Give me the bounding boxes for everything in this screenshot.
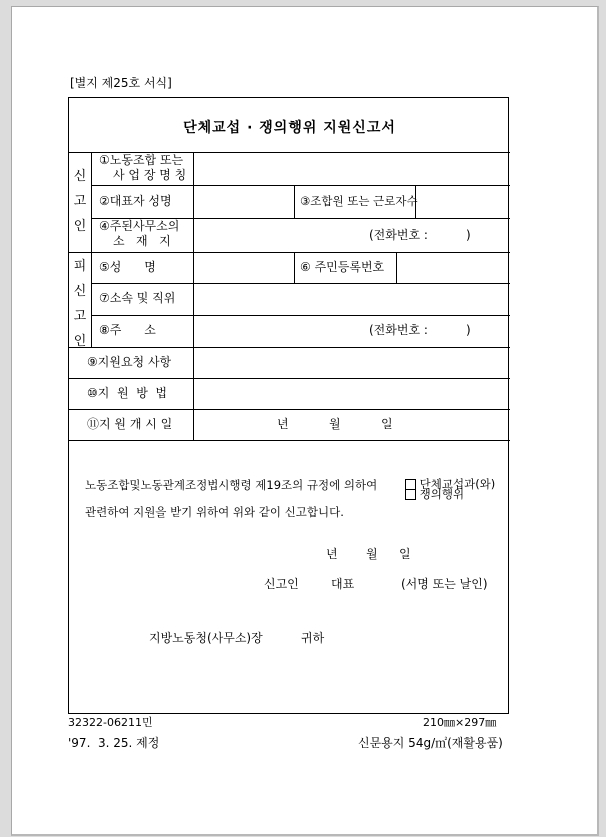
label-office-address: ④주된사무소의: [99, 219, 180, 233]
statement-line1: 노동조합및노동관계조정법시행령 제19조의 규정에 의하여: [85, 478, 378, 492]
form-title: 단체교섭 · 쟁의행위 지원신고서: [183, 120, 396, 136]
member-count-field[interactable]: [416, 186, 509, 218]
label-char: 인: [73, 334, 87, 349]
label-union-name: ①노동조합 또는: [99, 153, 184, 167]
reported-group-label: [69, 254, 91, 354]
support-method-field[interactable]: [194, 379, 509, 409]
label-member-count: ③조합원 또는 근로자수: [300, 194, 418, 208]
label-char: 고: [73, 194, 87, 209]
phone-label: (전화번호 : ): [369, 228, 471, 242]
option-bargaining-label: 단체교섭과(와): [419, 477, 496, 491]
option-dispute: [405, 487, 464, 502]
sign-representative: 대표: [331, 577, 355, 591]
label-name: ⑤성 명: [99, 260, 156, 274]
label-char: 피: [73, 259, 87, 274]
label-char: 신: [73, 284, 87, 299]
rule: [69, 440, 510, 441]
label-support-method: ⑩지 원 방 법: [87, 386, 168, 400]
label-char: 신: [73, 169, 87, 184]
date-year: 년: [277, 417, 289, 431]
label-char: 고: [73, 309, 87, 324]
honorific: 귀하: [301, 631, 325, 645]
label-position: ⑦소속 및 직위: [99, 291, 176, 305]
sign-reporter: 신고인: [264, 577, 299, 591]
rule: [91, 152, 92, 347]
representative-field[interactable]: [194, 186, 294, 218]
position-field[interactable]: [194, 284, 509, 315]
rule: [294, 252, 295, 283]
label-office-address-2: 소 재 지: [113, 234, 171, 248]
label-resident-number: ⑥ 주민등록번호: [300, 260, 385, 274]
sign-note: (서명 또는 날인): [401, 577, 488, 591]
label-support-request: ⑨지원요청 사항: [87, 355, 172, 369]
date-day: 일: [381, 417, 393, 431]
sign-month: 월: [366, 547, 378, 561]
support-request-field[interactable]: [194, 348, 509, 378]
label-representative: ②대표자 성명: [99, 194, 172, 208]
label-union-name-2: 사 업 장 명 칭: [113, 168, 187, 182]
reporter-group-label: [69, 164, 91, 239]
checkbox-dispute[interactable]: [405, 489, 416, 500]
statement-line2: 관련하여 지원을 받기 위하여 위와 같이 신고합니다.: [85, 505, 344, 519]
option-dispute-label: 쟁의행위: [419, 487, 465, 501]
addressee: 지방노동청(사무소)장: [149, 631, 263, 645]
label-address: ⑧주 소: [99, 323, 156, 337]
union-name-field[interactable]: [194, 153, 509, 185]
name-field[interactable]: [194, 253, 294, 283]
form-reference: [별지 제25호 서식]: [70, 76, 172, 90]
paper-size: 210㎜×297㎜: [423, 716, 497, 729]
date-month: 월: [329, 417, 341, 431]
enactment-date: '97. 3. 25. 제정: [68, 736, 160, 750]
resident-number-field[interactable]: [397, 253, 509, 283]
paper-spec: 신문용지 54g/㎡(재활용품): [358, 736, 503, 750]
sign-day: 일: [399, 547, 411, 561]
form-code: 32322-06211민: [68, 716, 153, 729]
phone-label: (전화번호 : ): [369, 323, 471, 337]
start-date-field[interactable]: [194, 410, 509, 440]
label-char: 인: [73, 219, 87, 234]
form-table: [68, 97, 509, 714]
rule: [294, 185, 295, 218]
sign-year: 년: [326, 547, 338, 561]
label-start-date: ⑪지 원 개 시 일: [87, 417, 173, 431]
